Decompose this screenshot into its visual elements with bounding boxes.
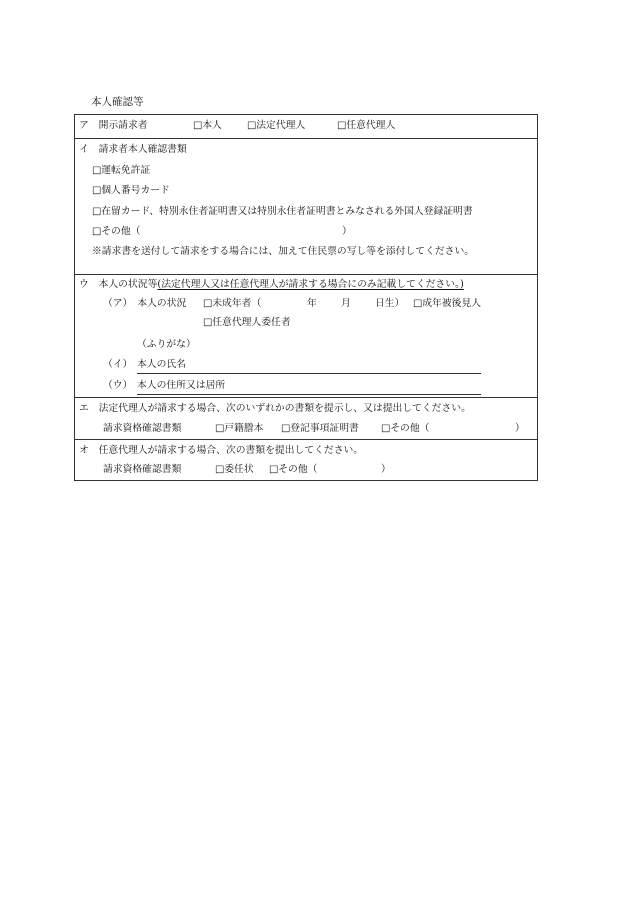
- voluntary-agent-other-close-paren: ）: [381, 464, 391, 475]
- checkbox-residence-card[interactable]: □在留カード、特別永住者証明書又は特別永住者証明書とみなされる外国人登録証明書: [92, 206, 473, 217]
- identity-documents-heading: イ 請求者本人確認書類: [79, 144, 187, 155]
- birth-month-label: 月: [341, 298, 351, 309]
- checkbox-voluntary-agent-other[interactable]: □その他（: [269, 464, 318, 475]
- legal-agent-documents-heading: エ 法定代理人が請求する場合、次のいずれかの書類を提示し、又は提出してください。: [79, 403, 471, 414]
- checkbox-power-of-attorney[interactable]: □委任状: [215, 464, 254, 475]
- birth-day-label: 日生）: [375, 298, 405, 309]
- principal-address-field[interactable]: [137, 394, 481, 395]
- requester-label: ア 開示請求者: [79, 120, 148, 131]
- checkbox-family-register[interactable]: □戸籍謄本: [215, 423, 264, 434]
- checkbox-adult-ward[interactable]: □成年被後見人: [413, 298, 482, 309]
- checkbox-self[interactable]: □本人: [193, 120, 222, 131]
- principal-name-field[interactable]: [137, 373, 481, 374]
- principal-address-label: 本人の住所又は居所: [137, 380, 226, 391]
- section-legal-agent-documents: [75, 397, 537, 439]
- legal-agent-other-close-paren: ）: [515, 423, 525, 434]
- checkbox-drivers-license[interactable]: □運転免許証: [92, 165, 151, 176]
- principal-status-heading: ウ 本人の状況等(法定代理人又は任意代理人が請求する場合にのみ記載してください。): [79, 279, 464, 290]
- name-item-label: （イ）: [103, 359, 133, 370]
- voluntary-agent-doc-label: 請求資格確認書類: [103, 464, 182, 475]
- other-document-close-paren: ）: [342, 226, 352, 237]
- mail-request-note: ※請求書を送付して請求をする場合には、加えて住民票の写し等を添付してください。: [92, 246, 475, 257]
- checkbox-other-document[interactable]: □その他（: [92, 226, 141, 237]
- checkbox-my-number-card[interactable]: □個人番号カード: [92, 185, 170, 196]
- furigana-label: （ふりがな）: [137, 339, 196, 350]
- section-voluntary-agent-documents: [75, 439, 537, 480]
- section-principal-status: [75, 274, 537, 397]
- checkbox-legal-agent-other[interactable]: □その他（: [381, 423, 430, 434]
- section-requester: [75, 115, 537, 138]
- identity-confirmation-form: [74, 114, 538, 481]
- principal-status-condition-note: (法定代理人又は任意代理人が請求する場合にのみ記載してください。): [157, 279, 464, 290]
- checkbox-voluntary-agent[interactable]: □任意代理人: [337, 120, 396, 131]
- section-identity-documents: [75, 138, 537, 274]
- address-item-label: （ウ）: [103, 380, 133, 391]
- checkbox-minor[interactable]: □未成年者（: [203, 298, 262, 309]
- document-title: 本人確認等: [91, 96, 144, 108]
- checkbox-voluntary-principal[interactable]: □任意代理人委任者: [203, 317, 291, 328]
- legal-agent-doc-label: 請求資格確認書類: [103, 423, 182, 434]
- voluntary-agent-documents-heading: オ 任意代理人が請求する場合、次の書類を提出してください。: [79, 445, 364, 456]
- principal-name-label: 本人の氏名: [137, 359, 186, 370]
- checkbox-registry-certificate[interactable]: □登記事項証明書: [281, 423, 359, 434]
- status-label: （ア） 本人の状況: [103, 298, 187, 309]
- birth-year-label: 年: [307, 298, 317, 309]
- checkbox-legal-agent[interactable]: □法定代理人: [247, 120, 306, 131]
